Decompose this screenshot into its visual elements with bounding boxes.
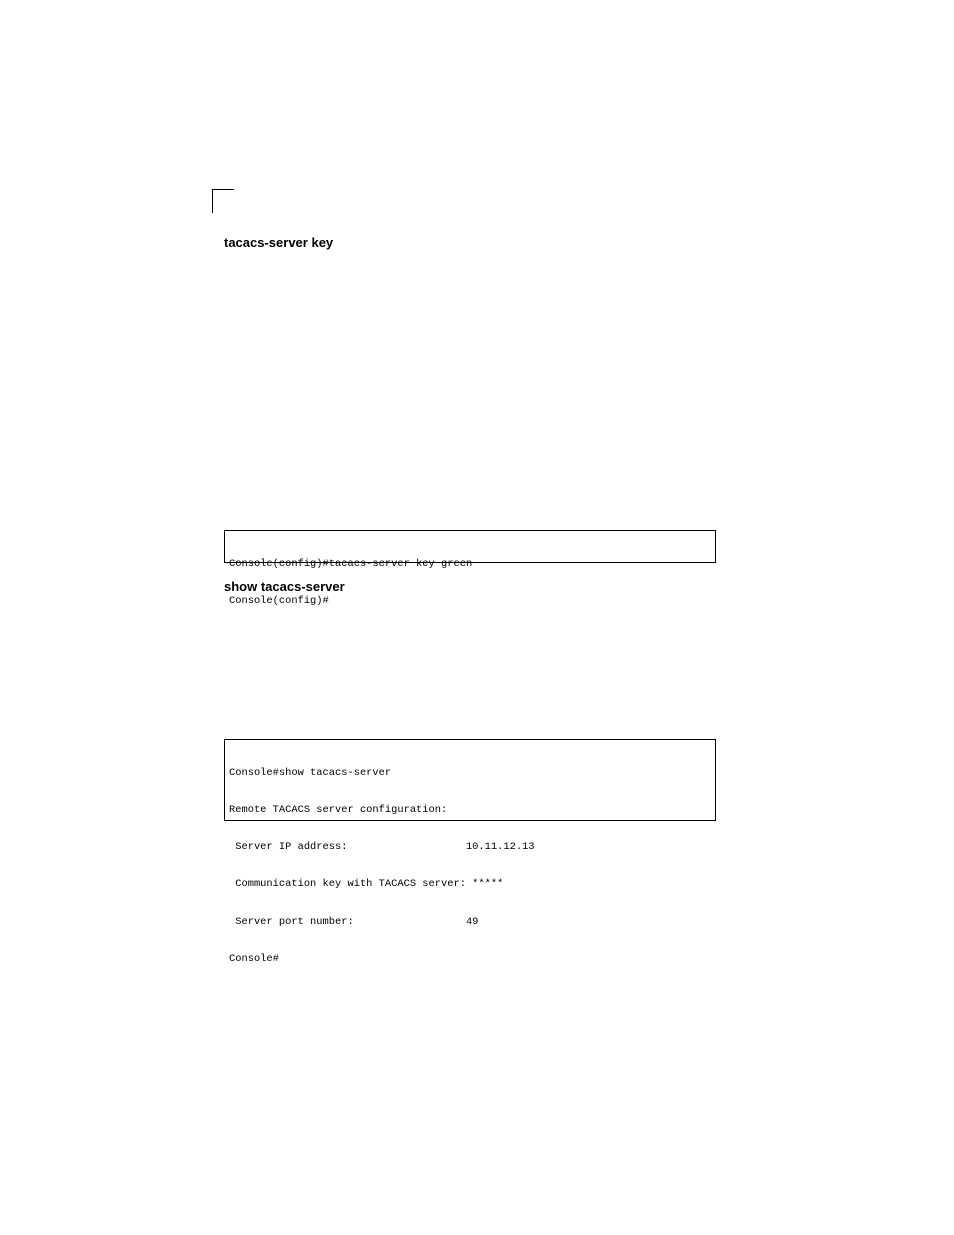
code-example-show-tacacs-server [224,739,716,965]
code-line: Remote TACACS server configuration: [229,804,448,817]
crop-mark [212,189,234,213]
code-line: Console(config)#tacacs-server key green [229,557,473,570]
section-heading-tacacs-server-key: tacacs-server key [224,235,334,250]
code-line: Server port number: 49 [229,915,479,928]
code-line: Console# [229,952,279,965]
section-heading-show-tacacs-server: show tacacs-server [224,579,345,594]
code-line: Communication key with TACACS server: ***** [229,878,504,891]
code-line: Server IP address: 10.11.12.13 [229,841,535,854]
code-line: Console#show tacacs-server [229,766,392,779]
code-line: Console(config)# [229,595,329,608]
